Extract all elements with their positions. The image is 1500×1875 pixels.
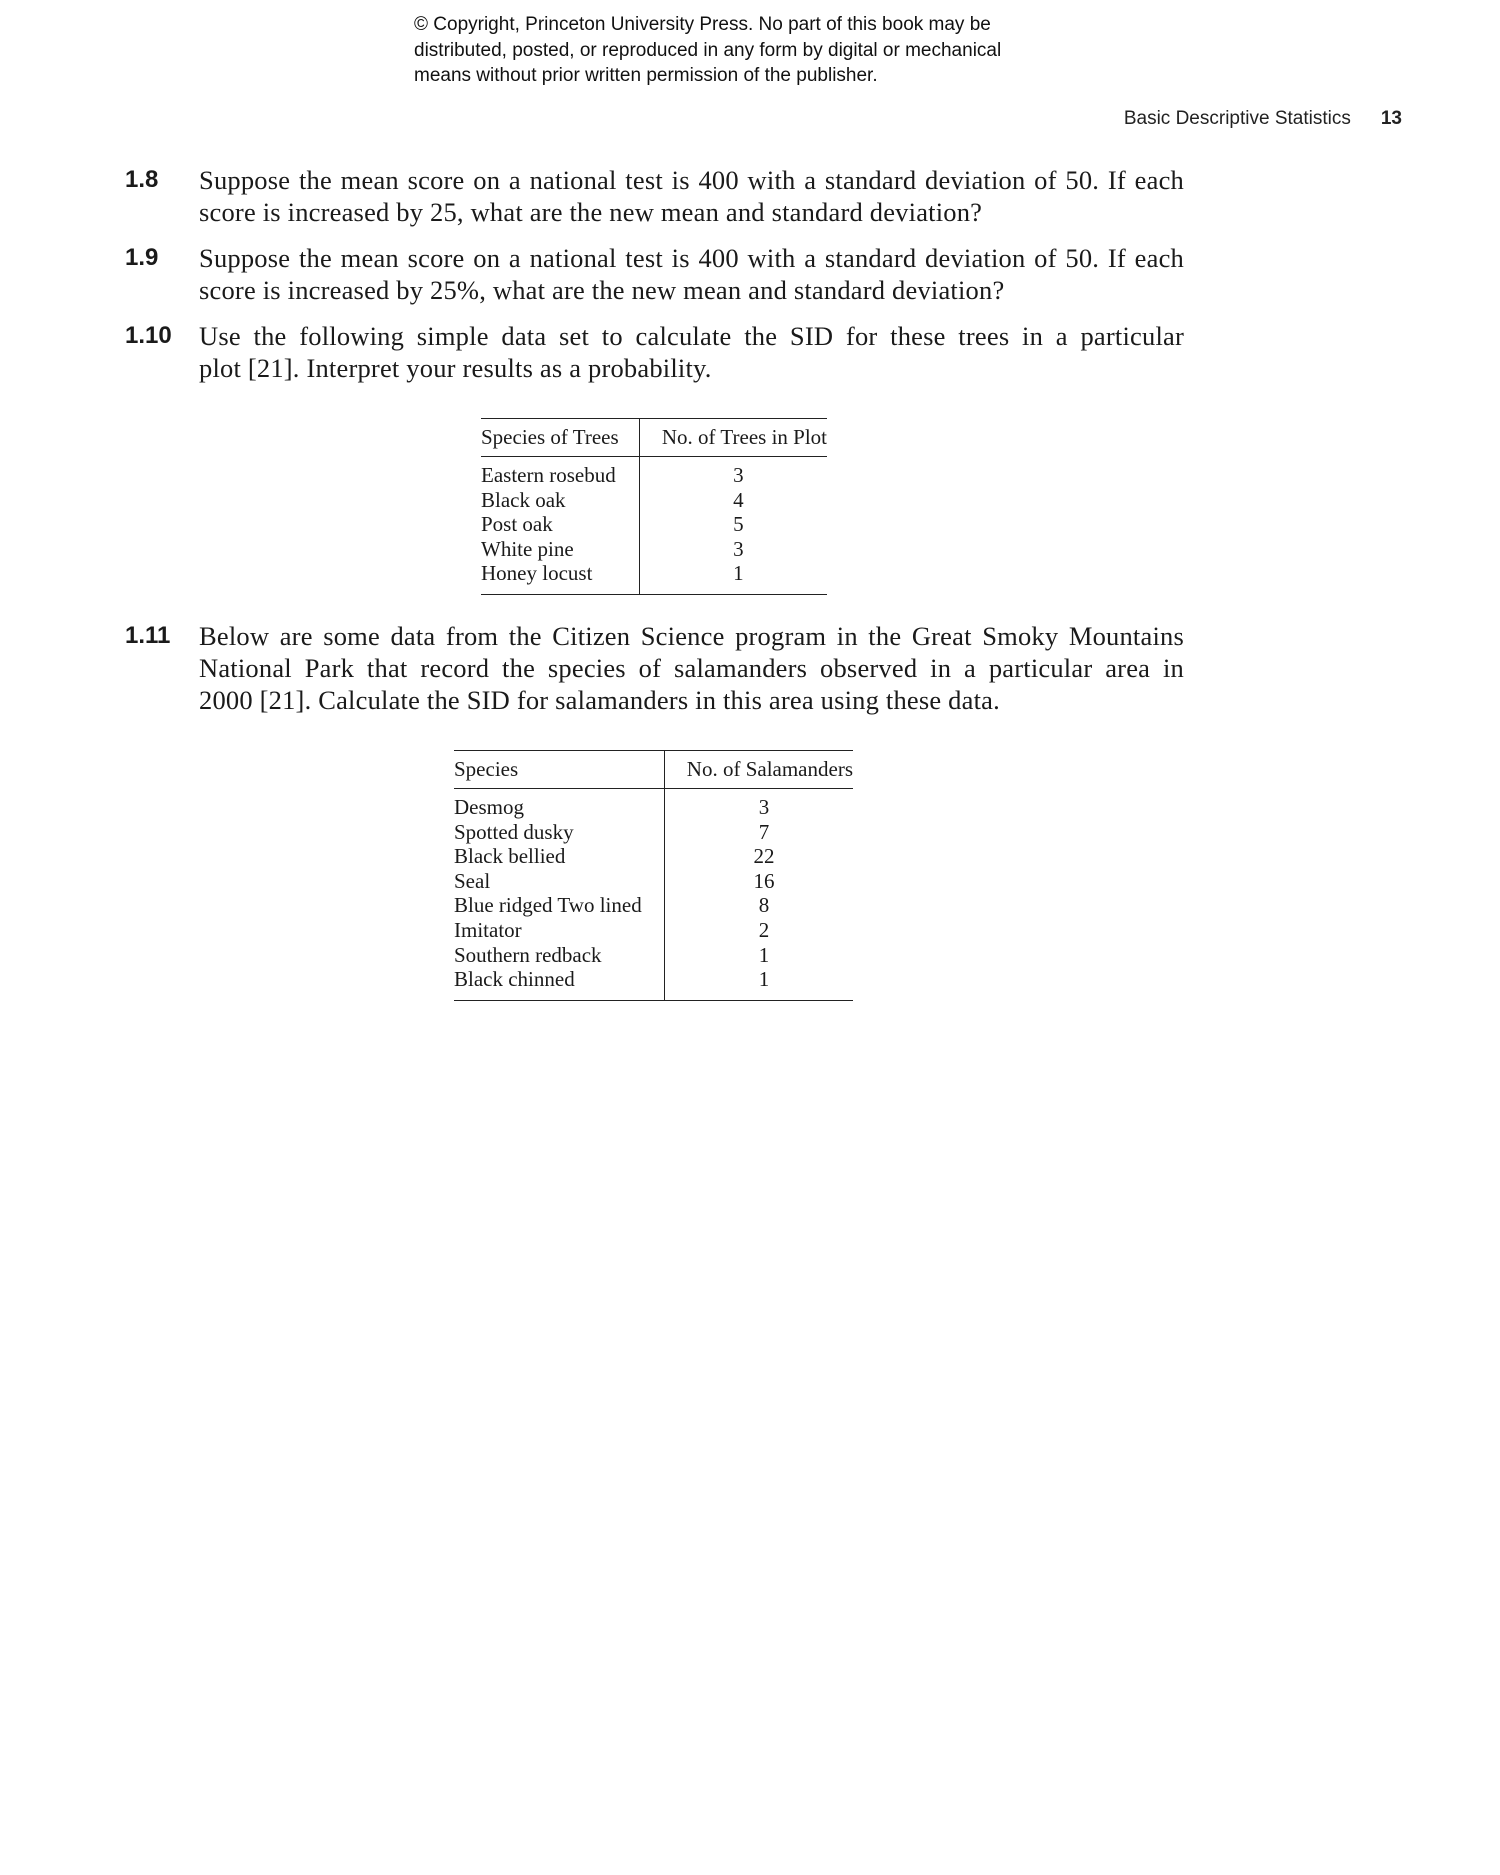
count-cell: 4	[639, 488, 827, 513]
problem-1-10	[125, 320, 1184, 384]
count-cell: 3	[639, 457, 827, 488]
count-cell: 2	[665, 918, 854, 943]
count-cell: 1	[665, 967, 854, 1000]
problem-number: 1.11	[125, 622, 171, 649]
table-row	[481, 457, 827, 488]
count-cell: 1	[639, 561, 827, 594]
table-row	[454, 820, 853, 845]
column-header: Species	[454, 751, 665, 789]
count-cell: 5	[639, 512, 827, 537]
table-row	[454, 943, 853, 968]
trees-table	[481, 418, 827, 595]
count-cell: 1	[665, 943, 854, 968]
count-cell: 3	[665, 789, 854, 820]
table-row	[454, 893, 853, 918]
table-row	[481, 561, 827, 594]
species-cell: Black chinned	[454, 967, 665, 1000]
column-header: Species of Trees	[481, 419, 639, 457]
count-cell: 16	[665, 869, 854, 894]
problem-text-line: plot [21]. Interpret your results as a probability.	[199, 353, 712, 383]
problem-text-line: National Park that record the species of salamanders observed in a particular area in	[199, 653, 1184, 683]
species-cell: Honey locust	[481, 561, 639, 594]
table-row	[481, 488, 827, 513]
problem-text-line: score is increased by 25%, what are the new mean and standard deviation?	[199, 275, 1005, 305]
problem-text-line: Use the following simple data set to calculate the SID for these trees in a particular	[199, 321, 1184, 351]
table-row	[454, 789, 853, 820]
table-row	[454, 918, 853, 943]
copyright-notice	[414, 12, 1001, 89]
species-cell: Seal	[454, 868, 491, 893]
species-cell: Spotted dusky	[454, 819, 574, 844]
copyright-line: © Copyright, Princeton University Press. No part of this book may be	[414, 14, 991, 35]
table-header-row	[481, 419, 827, 457]
table-header-row	[454, 751, 853, 789]
problem-number: 1.10	[125, 322, 172, 349]
species-cell: Post oak	[481, 512, 553, 537]
count-cell: 22	[665, 844, 854, 869]
copyright-line: means without prior written permission of the publisher.	[414, 65, 878, 86]
species-cell: Eastern rosebud	[481, 463, 616, 487]
problem-text-line: Suppose the mean score on a national test is 400 with a standard deviation of 50. If each	[199, 243, 1184, 273]
table-row	[454, 967, 853, 1000]
problem-text-line: score is increased by 25, what are the new mean and standard deviation?	[199, 197, 983, 227]
problem-1-8	[125, 164, 1184, 228]
problem-number: 1.9	[125, 244, 159, 271]
problem-text-line: Suppose the mean score on a national test is 400 with a standard deviation of 50. If each	[199, 165, 1184, 195]
problem-1-11	[125, 620, 1184, 716]
problem-1-9	[125, 242, 1184, 306]
species-cell: Blue ridged Two lined	[454, 893, 642, 918]
species-cell: Black oak	[481, 487, 566, 512]
count-cell: 7	[665, 820, 854, 845]
species-cell: Southern redback	[454, 942, 602, 967]
problem-text-line: 2000 [21]. Calculate the SID for salamanders in this area using these data.	[199, 685, 1000, 715]
table-row	[481, 512, 827, 537]
species-cell: Black bellied	[454, 844, 566, 869]
salamanders-table	[454, 750, 853, 1001]
count-cell: 8	[665, 893, 854, 918]
page-number: 13	[1380, 108, 1402, 129]
species-cell: Imitator	[454, 917, 522, 942]
table-row	[454, 869, 853, 894]
problem-text-line: Below are some data from the Citizen Science program in the Great Smoky Mountains	[199, 621, 1184, 651]
species-cell: Desmog	[454, 795, 524, 819]
chapter-title: Basic Descriptive Statistics	[1123, 108, 1351, 129]
table-row	[454, 844, 853, 869]
column-header: No. of Salamanders	[665, 751, 854, 789]
species-cell: White pine	[481, 536, 574, 561]
copyright-line: distributed, posted, or reproduced in any form by digital or mechanical	[414, 39, 1002, 61]
running-head	[1124, 108, 1402, 130]
count-cell: 3	[639, 537, 827, 562]
problem-number: 1.8	[125, 166, 159, 193]
table-row	[481, 537, 827, 562]
column-header: No. of Trees in Plot	[639, 419, 827, 457]
